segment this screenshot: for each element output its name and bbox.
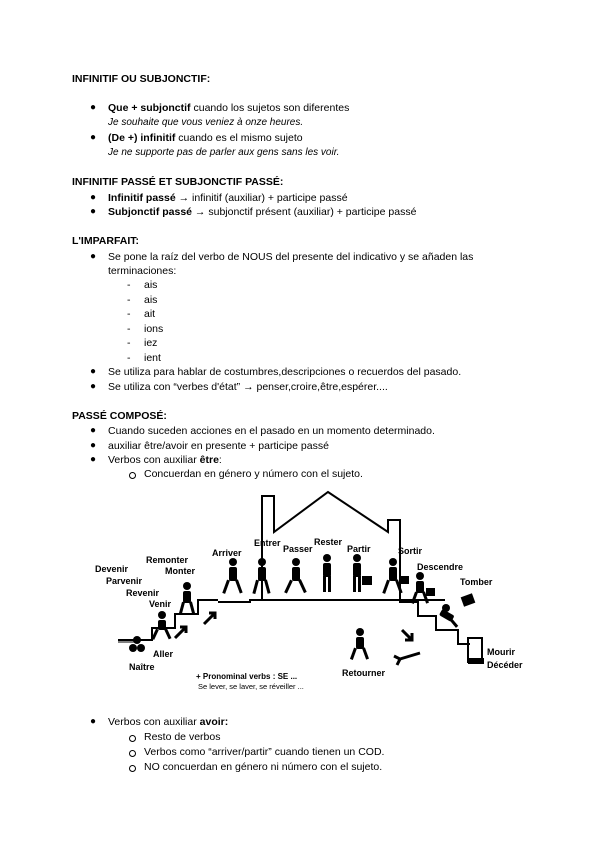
verb-label: Passer — [283, 544, 313, 554]
person-icon — [179, 582, 195, 614]
term: Subjonctif passé — [108, 206, 193, 218]
sub-list-item: NO concuerdan en género ni número con el sujeto. — [144, 761, 383, 773]
person-icon — [350, 628, 369, 660]
verb-label: Retourner — [342, 668, 386, 678]
punctuation: : — [218, 454, 222, 466]
list-item — [108, 454, 222, 466]
list-item: auxiliar être/avoir en presente + participe passé — [108, 440, 329, 452]
baby-icon — [129, 636, 145, 652]
list-item: Cuando suceden acciones en el pasado en un momento determinado. — [108, 425, 435, 437]
verb-labels — [95, 537, 523, 678]
sub-bullet — [129, 735, 136, 742]
bullet: ● — [90, 206, 97, 217]
section-title-passe-compose: PASSÉ COMPOSÉ: — [72, 410, 167, 422]
description: Verbos con auxiliar — [108, 454, 200, 466]
ending: ais — [144, 279, 158, 291]
description: Verbos con auxiliar — [108, 716, 200, 728]
pronominal-examples: Se lever, se laver, se réveiller ... — [198, 682, 304, 691]
section-title-infinitif-subjonctif: INFINITIF OU SUBJONCTIF: — [72, 73, 211, 85]
term: (De +) infinitif — [108, 132, 176, 144]
person-icon — [382, 558, 409, 594]
example-sentence: Je souhaite que vous veniez à onze heures. — [108, 117, 304, 128]
ending: ient — [144, 352, 161, 364]
dash: - — [127, 294, 131, 306]
list-item: Se utiliza para hablar de costumbres,descripciones o recuerdos del pasado. — [108, 366, 462, 378]
bullet: ● — [90, 454, 97, 465]
sub-bullet — [129, 750, 136, 757]
person-icon — [222, 558, 242, 594]
dash: - — [127, 323, 131, 335]
verb-label: Parvenir — [106, 576, 143, 586]
verb-label: Aller — [153, 649, 174, 659]
verb-label: Revenir — [126, 588, 160, 598]
description: cuando es el mismo sujeto — [175, 132, 303, 144]
verb-label: Décéder — [487, 660, 523, 670]
bullet: ● — [90, 716, 97, 727]
bullet: ● — [90, 132, 97, 143]
example-sentence: Je ne supporte pas de parler aux gens sans les voir. — [108, 147, 340, 158]
person-icon — [151, 611, 171, 640]
etre-house-diagram — [0, 490, 600, 710]
list-item — [108, 206, 416, 218]
person-icon — [353, 554, 372, 592]
verb-label: Devenir — [95, 564, 129, 574]
up-arrow-icon — [175, 613, 215, 638]
ending: iez — [144, 337, 158, 349]
bullet: ● — [90, 192, 97, 203]
list-item: Se utiliza con “verbes d'état” → penser,croire,être,espérer.... — [108, 381, 388, 393]
verb-label: Descendre — [417, 562, 464, 572]
sub-bullet — [129, 765, 136, 772]
verb-label: Monter — [165, 566, 195, 576]
description: cuando los sujetos son diferentes — [190, 102, 350, 114]
description: → infinitif (auxiliar) + participe passé — [175, 192, 348, 204]
dash: - — [127, 337, 131, 349]
list-item — [108, 716, 228, 728]
list-item — [108, 192, 348, 204]
term: avoir: — [199, 716, 229, 728]
bullet: ● — [90, 251, 97, 262]
bullet: ● — [90, 366, 97, 377]
term: Que + subjonctif — [108, 102, 191, 114]
verb-label: Mourir — [487, 647, 515, 657]
person-icon — [323, 554, 331, 592]
verb-label: Partir — [347, 544, 371, 554]
ending: ions — [144, 323, 164, 335]
verb-label: Arriver — [212, 548, 242, 558]
list-item-continuation: terminaciones: — [108, 265, 177, 277]
pronominal-title: + Pronominal verbs : SE ... — [196, 672, 298, 681]
verb-label: Sortir — [398, 546, 423, 556]
ending: ait — [144, 308, 156, 320]
sub-list-item: Verbos como “arriver/partir” cuando tienen un COD. — [144, 746, 385, 758]
verb-label: Venir — [149, 599, 172, 609]
verb-label: Tomber — [460, 577, 493, 587]
bullet: ● — [90, 425, 97, 436]
verb-label: Naître — [129, 662, 155, 672]
ending: ais — [144, 294, 158, 306]
term: Infinitif passé — [108, 192, 176, 204]
list-item: Se pone la raíz del verbo de NOUS del presente del indicativo y se añaden las — [108, 251, 474, 263]
bullet: ● — [90, 440, 97, 451]
down-arrow-icon — [394, 630, 420, 665]
tombstone-icon — [468, 638, 484, 664]
verb-label: Entrer — [254, 538, 281, 548]
sub-bullet — [129, 472, 136, 479]
dash: - — [127, 279, 131, 291]
bullet: ● — [90, 102, 97, 113]
person-icon — [284, 558, 307, 594]
section-title-imparfait: L'IMPARFAIT: — [72, 235, 140, 247]
bullet: ● — [90, 381, 97, 392]
verb-label: Remonter — [146, 555, 189, 565]
tomber-suitcase-icon — [461, 593, 476, 607]
term: être — [199, 454, 219, 466]
dash: - — [127, 352, 131, 364]
list-item — [108, 132, 303, 144]
list-item — [108, 102, 349, 114]
sub-list-item: Resto de verbos — [144, 731, 221, 743]
person-icon — [439, 604, 458, 628]
description: → subjonctif présent (auxiliar) + participe passé — [192, 206, 417, 218]
verb-label: Rester — [314, 537, 343, 547]
dash: - — [127, 308, 131, 320]
sub-list-item: Concuerdan en género y número con el sujeto. — [144, 468, 363, 480]
section-title-infinitif-passe: INFINITIF PASSÉ ET SUBJONCTIF PASSÉ: — [72, 176, 284, 188]
